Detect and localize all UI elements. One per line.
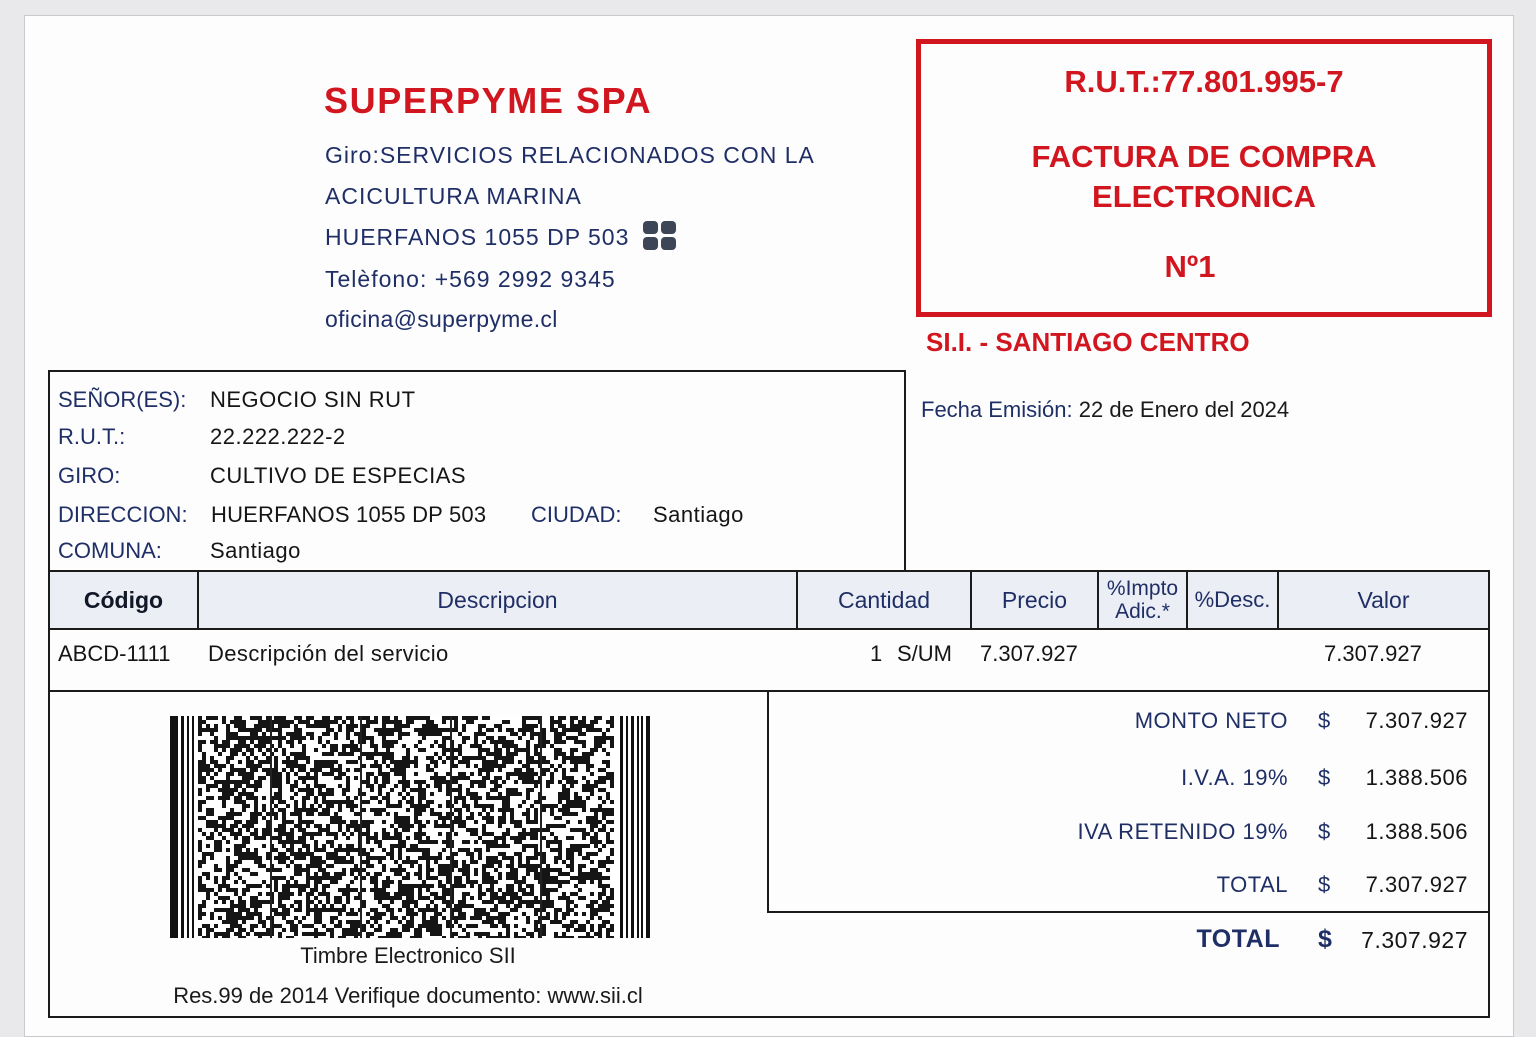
col-valor: Valor xyxy=(1277,572,1488,628)
iva-retenido-value: 1.388.506 xyxy=(1365,819,1468,844)
grand-total-label: TOTAL xyxy=(1196,925,1280,953)
iva-currency: $ xyxy=(1318,765,1331,790)
col-cantidad: Cantidad xyxy=(796,572,970,628)
client-giro-value: CULTIVO DE ESPECIAS xyxy=(210,463,467,488)
iva-retenido-label: IVA RETENIDO 19% xyxy=(1077,819,1288,844)
document-id-box xyxy=(916,39,1492,317)
iva-value: 1.388.506 xyxy=(1365,765,1468,790)
col-descripcion: Descripcion xyxy=(197,572,796,628)
ciudad-label: CIUDAD: xyxy=(531,502,622,527)
direccion-value: HUERFANOS 1055 DP 503 xyxy=(211,502,487,527)
comuna-label: COMUNA: xyxy=(58,538,162,563)
row-valor: 7.307.927 xyxy=(1324,641,1422,666)
total-currency: $ xyxy=(1318,872,1331,897)
row-codigo: ABCD-1111 xyxy=(58,641,171,666)
row-unidad: S/UM xyxy=(897,641,952,666)
col-codigo: Código xyxy=(83,586,164,613)
doc-number: Nº1 xyxy=(1164,249,1216,284)
client-giro-label: GIRO: xyxy=(58,463,121,488)
building-icon xyxy=(643,221,677,251)
issue-date xyxy=(921,397,1289,423)
address-text: HUERFANOS 1055 DP 503 xyxy=(325,224,630,251)
senor-value: NEGOCIO SIN RUT xyxy=(210,387,416,412)
col-impto-line1: %Impto xyxy=(1106,577,1179,600)
total-value: 7.307.927 xyxy=(1365,872,1468,897)
grand-total-currency: $ xyxy=(1318,925,1332,953)
row-precio: 7.307.927 xyxy=(980,641,1078,666)
doc-type-line2: ELECTRONICA xyxy=(1092,179,1316,214)
timbre-barcode xyxy=(170,716,650,938)
sii-office: SI.I. - SANTIAGO CENTRO xyxy=(926,327,1250,357)
total-label: TOTAL xyxy=(1216,872,1288,897)
client-box xyxy=(48,370,906,570)
company-email[interactable]: oficina@superpyme.cl xyxy=(325,306,558,332)
row-descripcion: Descripción del servicio xyxy=(208,641,449,666)
ciudad-value: Santiago xyxy=(653,502,744,527)
direccion-label: DIRECCION: xyxy=(58,502,188,527)
giro-line2: ACICULTURA MARINA xyxy=(325,183,582,209)
col-impto-line2: Adic.* xyxy=(1115,600,1170,623)
comuna-value: Santiago xyxy=(210,538,301,563)
table-row xyxy=(48,628,1490,692)
emisor-rut: R.U.T.:77.801.995-7 xyxy=(1064,64,1344,99)
doc-type-line1: FACTURA DE COMPRA xyxy=(1031,139,1377,174)
grand-total-value: 7.307.927 xyxy=(1361,927,1468,953)
neto-currency: $ xyxy=(1318,708,1331,733)
items-table-header xyxy=(48,570,1490,630)
company-address xyxy=(325,224,677,254)
col-impto-adic xyxy=(1097,572,1186,628)
timbre-caption: Timbre Electronico SII xyxy=(300,943,516,968)
timbre-resolution: Res.99 de 2014 Verifique documento: www.sii.cl xyxy=(173,983,643,1008)
issue-date-value: 22 de Enero del 2024 xyxy=(1078,397,1290,422)
giro-label: Giro: xyxy=(325,142,380,168)
company-phone: Telèfono: +569 2992 9345 xyxy=(325,266,616,292)
company-name: SUPERPYME SPA xyxy=(324,80,653,121)
senor-label: SEÑOR(ES): xyxy=(58,387,187,412)
company-giro xyxy=(325,142,815,169)
client-rut-value: 22.222.222-2 xyxy=(210,424,346,449)
col-precio: Precio xyxy=(970,572,1097,628)
iva-label: I.V.A. 19% xyxy=(1181,765,1288,790)
client-rut-label: R.U.T.: xyxy=(58,424,126,449)
giro-line1: SERVICIOS RELACIONADOS CON LA xyxy=(379,142,815,168)
issue-date-label: Fecha Emisión: xyxy=(921,397,1073,422)
row-cantidad: 1 xyxy=(870,641,883,666)
neto-value: 7.307.927 xyxy=(1365,708,1468,733)
col-desc: %Desc. xyxy=(1186,572,1277,628)
neto-label: MONTO NETO xyxy=(1134,708,1288,733)
iva-retenido-currency: $ xyxy=(1318,819,1331,844)
